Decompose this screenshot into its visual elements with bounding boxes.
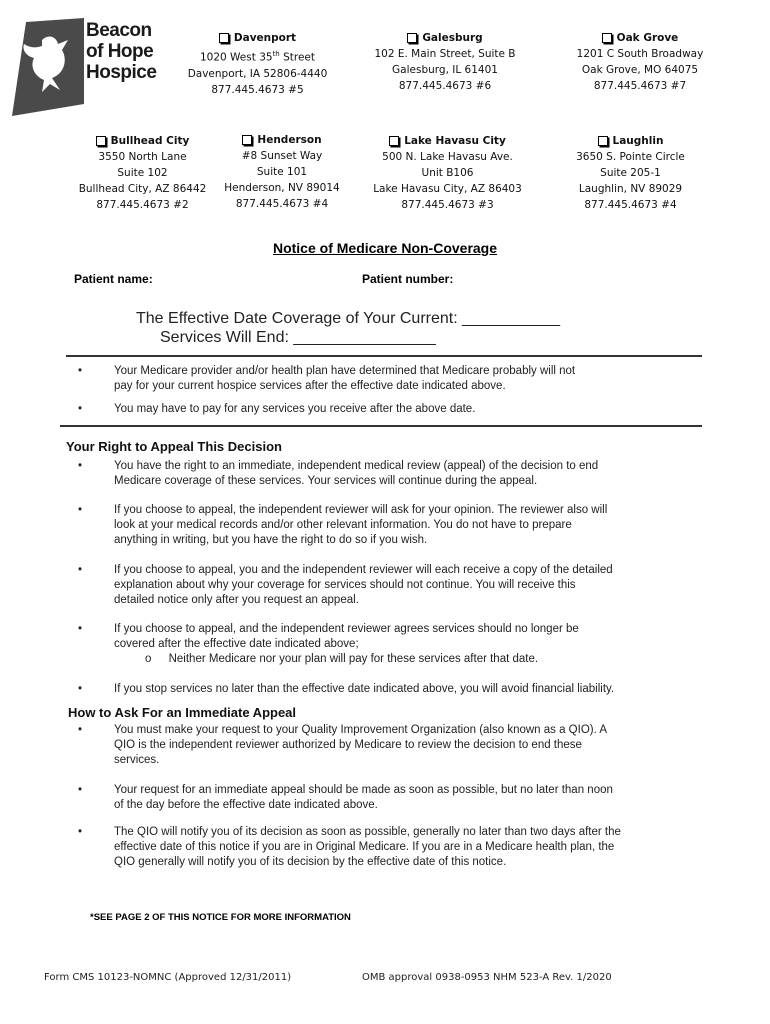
hospice-logo — [12, 18, 162, 118]
location-suite: Suite 101 — [256, 166, 308, 178]
dove-icon — [12, 18, 86, 118]
location-suite: Suite 102 — [117, 167, 168, 179]
location-address: 102 E. Main Street, Suite B — [374, 48, 516, 60]
checkbox-laughlin[interactable] — [598, 136, 608, 146]
location-phone: 877.445.4673 #4 — [235, 198, 329, 210]
location-name: Laughlin — [612, 135, 664, 147]
location-name: Davenport — [233, 32, 297, 44]
effective-line2: Services Will End: ________________ — [160, 329, 436, 346]
logo-wordmark — [86, 20, 156, 83]
location-address: 3550 North Lane — [98, 151, 187, 163]
location-address: 3650 S. Pointe Circle — [576, 151, 685, 163]
location-phone: 877.445.4673 #2 — [96, 199, 189, 211]
location-suite: Suite 205-1 — [600, 167, 661, 179]
location-address: #8 Sunset Way — [241, 150, 323, 162]
location-name: Bullhead City — [110, 135, 190, 147]
patient-number-label: Patient number: — [362, 272, 454, 286]
location-city: Henderson, NV 89014 — [224, 182, 340, 194]
location-lake-havasu-city — [365, 133, 530, 213]
location-city: Davenport, IA 52806-4440 — [187, 67, 328, 80]
effective-line1: The Effective Date Coverage of Your Current: ___________ — [136, 310, 560, 327]
sub-bullet-text: Neither Medicare nor your plan will pay for these services after that date. — [168, 653, 539, 665]
location-davenport — [175, 30, 340, 98]
location-city: Laughlin, NV 89029 — [578, 183, 683, 195]
ask-heading: How to Ask For an Immediate Appeal — [68, 705, 297, 720]
location-city: Oak Grove, MO 64075 — [581, 64, 699, 76]
patient-name-label: Patient name: — [74, 272, 153, 286]
location-name: Lake Havasu City — [404, 135, 506, 147]
location-phone: 877.445.4673 #5 — [211, 83, 304, 96]
divider-bottom — [60, 425, 702, 427]
location-city: Galesburg, IL 61401 — [392, 64, 498, 76]
location-address: 500 N. Lake Havasu Ave. — [382, 151, 513, 163]
location-phone: 877.445.4673 #7 — [593, 80, 687, 92]
footer-form-number: Form CMS 10123-NOMNC (Approved 12/31/2011) — [44, 972, 292, 983]
location-suite: Unit B106 — [421, 167, 474, 179]
location-phone: 877.445.4673 #6 — [398, 80, 492, 92]
location-city: Bullhead City, AZ 86442 — [78, 183, 207, 195]
effective-date-block — [136, 309, 560, 347]
location-name: Henderson — [257, 134, 322, 146]
see-page-note: *SEE PAGE 2 OF THIS NOTICE FOR MORE INFORMATION — [90, 912, 351, 923]
location-city: Lake Havasu City, AZ 86403 — [373, 183, 522, 195]
divider-top — [66, 355, 702, 357]
checkbox-oak-grove[interactable] — [602, 33, 612, 43]
logo-line1: Beacon — [86, 20, 152, 41]
location-laughlin — [548, 133, 713, 213]
location-phone: 877.445.4673 #3 — [401, 199, 494, 211]
location-henderson — [212, 132, 352, 212]
appeal-heading: Your Right to Appeal This Decision — [66, 439, 282, 454]
location-address: 1201 C South Broadway — [576, 48, 704, 60]
location-name: Oak Grove — [616, 32, 679, 44]
notice-title: Notice of Medicare Non-Coverage — [272, 240, 498, 256]
checkbox-bullhead-city[interactable] — [96, 136, 106, 146]
location-galesburg — [360, 30, 530, 94]
logo-line3: Hospice — [86, 62, 157, 83]
location-phone: 877.445.4673 #4 — [584, 199, 677, 211]
location-address: 1020 West 35th Street — [199, 50, 315, 64]
footer-approval: OMB approval 0938-0953 NHM 523-A Rev. 1/2020 — [362, 972, 612, 983]
location-oak-grove — [555, 30, 725, 94]
checkbox-davenport[interactable] — [219, 33, 229, 43]
checkbox-henderson[interactable] — [242, 135, 252, 145]
checkbox-galesburg[interactable] — [407, 33, 417, 43]
appeal-sub-bullet — [145, 652, 538, 667]
location-bullhead-city — [70, 133, 215, 213]
sub-bullet-marker: o — [145, 653, 152, 665]
location-name: Galesburg — [422, 32, 483, 44]
checkbox-lake-havasu-city[interactable] — [389, 136, 399, 146]
logo-line2: of Hope — [86, 41, 154, 62]
